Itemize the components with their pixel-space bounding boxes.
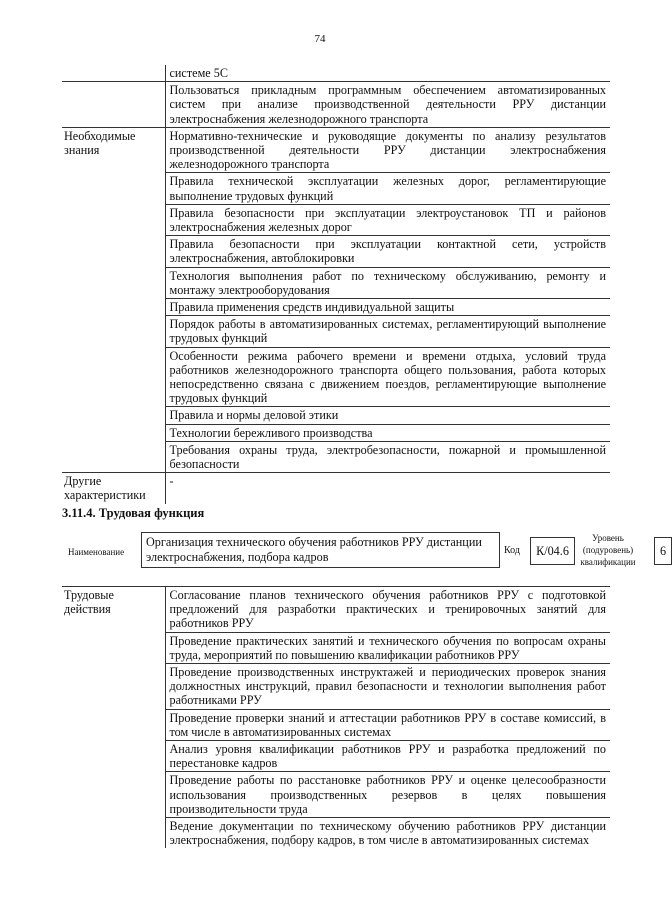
table-row bbox=[62, 127, 610, 173]
action-item: Проведение производственных инструктажей и периодических проверок знания должностных инструкций, правил безопасности и технологии выполнения работ работниками РРУ bbox=[165, 664, 610, 710]
code-label: Код bbox=[504, 545, 520, 556]
qualification-level: 6 bbox=[654, 537, 672, 565]
actions-table bbox=[62, 586, 610, 848]
action-item: Анализ уровня квалификации работников РРУ и разработка предложений по перестановке кадров bbox=[165, 741, 610, 772]
other-characteristics-value: - bbox=[165, 473, 610, 504]
action-item: Ведение документации по техническому обучению работников РРУ дистанции электроснабжения, подбору кадров, в том числе в автоматизированных системах bbox=[165, 818, 610, 849]
knowledge-item: Нормативно-технические и руководящие документы по анализу результатов производственной деятельности РРУ дистанции электроснабжения железнодорожного транспорта bbox=[165, 127, 610, 173]
knowledge-item: Правила безопасности при эксплуатации электроустановок ТП и районов электроснабжения железных дорог bbox=[165, 204, 610, 235]
table-row bbox=[62, 82, 610, 128]
section-title: 3.11.4. Трудовая функция bbox=[62, 506, 205, 520]
knowledge-item: Правила безопасности при эксплуатации контактной сети, устройств электроснабжения, автоблокировки bbox=[165, 236, 610, 267]
skill-item: Пользоваться прикладным программным обеспечением автоматизированных систем при анализе производственной деятельности РРУ дистанции электроснабжения железнодорожного транспорта bbox=[165, 82, 610, 128]
knowledge-item: Особенности режима рабочего времени и времени отдыха, условий труда работников железнодорожного транспорта общего пользования, работа которых непосредственно связана с движением поездов, регламентирующие выполнение трудовых функций bbox=[165, 347, 610, 407]
action-item: Проведение работы по расстановке работников РРУ и оценке целесообразности использования производственных резервов в целях повышения производительности труда bbox=[165, 772, 610, 818]
function-code: К/04.6 bbox=[530, 537, 575, 565]
name-label: Наименование bbox=[68, 547, 125, 557]
level-label: Уровень (подуровень) квалификации bbox=[580, 533, 636, 567]
action-item: Согласование планов технического обучения работников РРУ с подготовкой предложений для разработки практических и тренировочных занятий для работников РРУ bbox=[165, 587, 610, 633]
knowledge-table bbox=[62, 65, 610, 504]
actions-label: Трудовые действия bbox=[62, 587, 165, 849]
knowledge-item: Требования охраны труда, электробезопасности, пожарной и промышленной безопасности bbox=[165, 441, 610, 472]
function-name: Организация технического обучения работников РРУ дистанции электроснабжения, подбора кадров bbox=[141, 532, 500, 568]
knowledge-item: Правила и нормы деловой этики bbox=[165, 407, 610, 424]
knowledge-item: Порядок работы в автоматизированных системах, регламентирующий выполнение трудовых функций bbox=[165, 316, 610, 347]
table-row bbox=[62, 587, 610, 633]
action-item: Проведение проверки знаний и аттестации работников РРУ в составе комиссий, в том числе в автоматизированных системах bbox=[165, 709, 610, 740]
action-item: Проведение практических занятий и технического обучения по вопросам охраны труда, мероприятий по повышению квалификации работников РРУ bbox=[165, 632, 610, 663]
table-row bbox=[62, 473, 610, 504]
table-row bbox=[62, 65, 610, 82]
skill-item: системе 5С bbox=[169, 66, 228, 80]
function-header bbox=[62, 531, 667, 575]
page-number: 74 bbox=[314, 33, 326, 45]
knowledge-item: Правила технической эксплуатации железных дорог, регламентирующие выполнение трудовых функций bbox=[165, 173, 610, 204]
knowledge-item: Технология выполнения работ по техническому обслуживанию, ремонту и монтажу электрооборудования bbox=[165, 267, 610, 298]
empty-label-cell bbox=[62, 82, 165, 128]
other-characteristics-label: Другие характеристики bbox=[62, 473, 165, 504]
knowledge-label: Необходимые знания bbox=[62, 127, 165, 472]
knowledge-item: Правила применения средств индивидуальной защиты bbox=[165, 299, 610, 316]
knowledge-item: Технологии бережливого производства bbox=[165, 424, 610, 441]
empty-label-cell bbox=[62, 65, 165, 82]
